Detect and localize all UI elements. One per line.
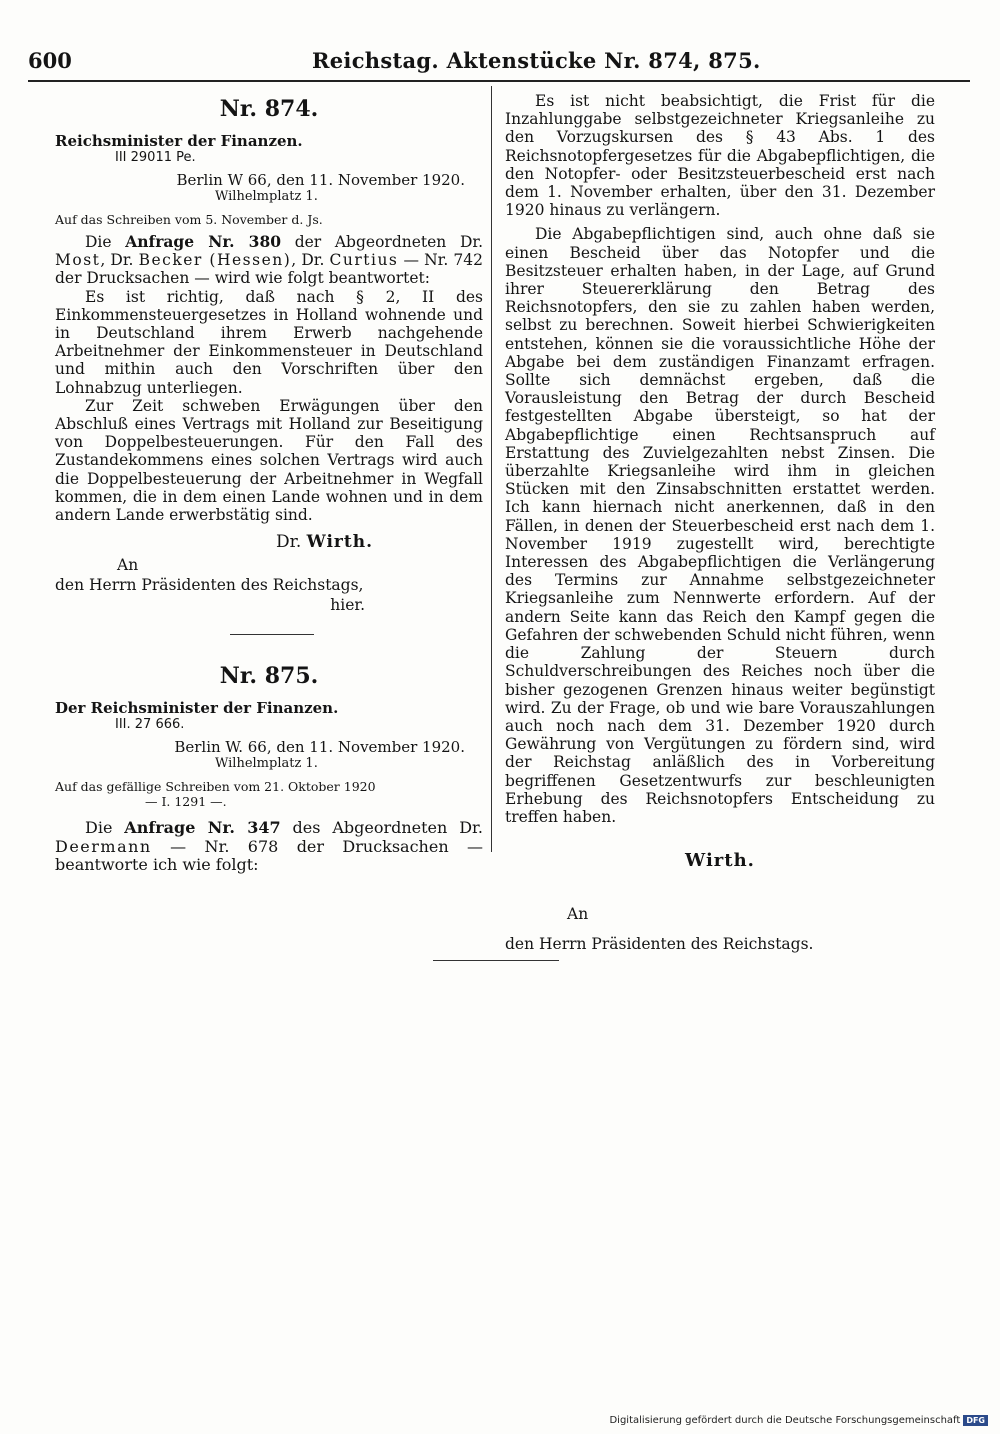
signature-title: Dr. <box>275 532 302 553</box>
document-number-875: Nr. 875. <box>219 663 319 690</box>
street-874: Wilhelmplatz 1. <box>215 189 318 204</box>
place-date-874: Berlin W 66, den 11. November 1920. <box>176 171 465 189</box>
deputy-name: Curtius <box>329 251 399 270</box>
text: , Dr. <box>291 251 325 270</box>
header-rule <box>28 80 970 82</box>
text: Die <box>85 818 113 838</box>
address-an-875: An <box>567 905 589 924</box>
file-reference-874: III 29011 Pe. <box>115 150 196 165</box>
text: des Abgeordneten Dr. <box>292 818 483 838</box>
left-column <box>55 92 483 875</box>
right-column <box>505 92 935 953</box>
text: der Abgeordneten Dr. <box>294 233 483 251</box>
inquiry-label: Anfrage Nr. 347 <box>124 818 281 838</box>
paragraph-875-body2: Die Abgabepflichtigen sind, auch ohne daß sie einen Bescheid über das Notopfer und die Besitzsteuer erhalten haben, in der Lage, auf Grund ihrer Steuererklärung den Betrag des Reichsnotopfers, den sie zu zahlen haben werden, selbst zu berechnen. Soweit hierbei Schwierigkeiten entstehen, können sie die voraussichtliche Höhe der Abgabe bei dem zuständigen Finanzamt erfragen. Sollte sich demnächst ergeben, daß die Vorausleistung den Betrag der durch Bescheid festgestellten Abgabe übersteigt, so hat der Abgabepflichtige einen Rechtsanspruch auf Erstattung des Zuvielgezahlten nebst Zinsen. Die überzahlte Kriegsanleihe wird ihm in gleichen Stücken mit den Zinsabschnitten erstattet werden. Ich kann hiernach nicht anerkennen, daß in den Fällen, in denen der Steuerbescheid erst nach dem 1. November 1919 zugestellt wird, berechtigte Interessen des Abgabepflichtigen die Verlängerung des Termins zur Annahme selbstgezeichneter Kriegsanleihe zum Nennwerte erfordern. Auf der andern Seite kann das Reich den Kampf gegen die Gefahren der schwebenden Schuld nicht führen, wenn die Zahlung der Steuern durch Schuldverschreibungen des Reiches noch über die bisher gezogenen Grenzen hinaus weiter begünstigt wird. Zu der Frage, ob und wie bare Vorauszahlungen auch noch nach dem 31. Dezember 1920 durch Gewährung von Vergütungen zu fördern sind, wird der Reichstag anläßlich des in Vorbereitung begriffenen Gesetzentwurfs zur beschleunigten Erhebung des Reichsnotopfers Entscheidung zu treffen haben. <box>505 225 935 826</box>
paragraph-875-intro <box>55 819 483 875</box>
dfg-logo-icon: DFG <box>963 1415 988 1426</box>
footer-text: Digitalisierung gefördert durch die Deutsche Forschungsgemeinschaft <box>609 1415 961 1426</box>
column-divider <box>491 86 492 852</box>
letter-reference-875-number: — I. 1291 —. <box>145 794 227 810</box>
signature-name: Wirth. <box>306 532 373 553</box>
addressee-875: den Herrn Präsidenten des Reichstags. <box>505 935 814 954</box>
section-separator <box>230 634 314 635</box>
document-number-874: Nr. 874. <box>219 96 319 122</box>
location-hier: hier. <box>330 596 365 615</box>
text: — Nr. 678 der Drucksachen — beantworte ich wie folgt: <box>55 836 483 875</box>
paragraph-874-body1: Es ist richtig, daß nach § 2, II des Einkommensteuergesetzes in Holland wohnende und in Deutschland ihrem Erwerb nachgehende Arbeitnehmer der Einkommensteuer in Deutschland und mithin auch den Vorschriften über den Lohnabzug unterliegen. <box>55 287 483 397</box>
text: — Nr. 742 der Drucksachen — wird wie folgt beantwortet: <box>55 251 483 288</box>
paragraph-875-body1: Es ist nicht beabsichtigt, die Frist für die Inzahlunggabe selbstgezeichneter Kriegsanleihe zu den Vorzugskursen des § 43 Abs. 1 des Reichsnotopfergesetzes für die Abgabepflichtigen, die den Notopfer- oder Besitzsteuerbescheid erst nach dem 1. November erhalten, über den 31. Dezember 1920 hinaus zu verlängern. <box>505 92 935 220</box>
addressee-874: den Herrn Präsidenten des Reichstags, <box>55 576 364 595</box>
text: Die <box>85 233 112 251</box>
deputy-name: Most <box>55 251 101 270</box>
deputy-name: Becker (Hessen) <box>138 251 292 270</box>
page-number: 600 <box>28 48 72 73</box>
signature-875: Wirth. <box>685 850 755 872</box>
end-rule <box>433 960 559 961</box>
file-reference-875: III. 27 666. <box>115 717 185 733</box>
text: , Dr. <box>100 251 134 270</box>
address-an-874: An <box>117 556 139 575</box>
sender-875: Der Reichsminister der Finanzen. <box>55 699 339 718</box>
deputy-name: Deermann <box>55 836 152 856</box>
running-title: Reichstag. Aktenstücke Nr. 874, 875. <box>312 48 761 73</box>
letter-reference-875: Auf das gefällige Schreiben vom 21. Oktober 1920 <box>55 779 376 795</box>
paragraph-874-body2: Zur Zeit schweben Erwägungen über den Abschluß eines Vertrags mit Holland zur Beseitigung von Doppelbesteuerungen. Für den Fall des Zustandekommens eines solchen Vertrags wird auch die Doppelbesteuerung der Arbeitnehmer in Wegfall kommen, die in dem einen Lande wohnen und in dem andern Lande erwerbstätig sind. <box>55 396 483 525</box>
inquiry-label: Anfrage Nr. 380 <box>125 232 282 251</box>
place-date-875: Berlin W. 66, den 11. November 1920. <box>174 738 465 757</box>
signature-874 <box>55 532 373 552</box>
paragraph-874-intro <box>55 233 483 288</box>
sender-874: Reichsminister der Finanzen. <box>55 132 303 150</box>
street-875: Wilhelmplatz 1. <box>215 756 318 772</box>
letter-reference-874: Auf das Schreiben vom 5. November d. Js. <box>55 212 323 227</box>
digitization-footer <box>609 1415 988 1426</box>
